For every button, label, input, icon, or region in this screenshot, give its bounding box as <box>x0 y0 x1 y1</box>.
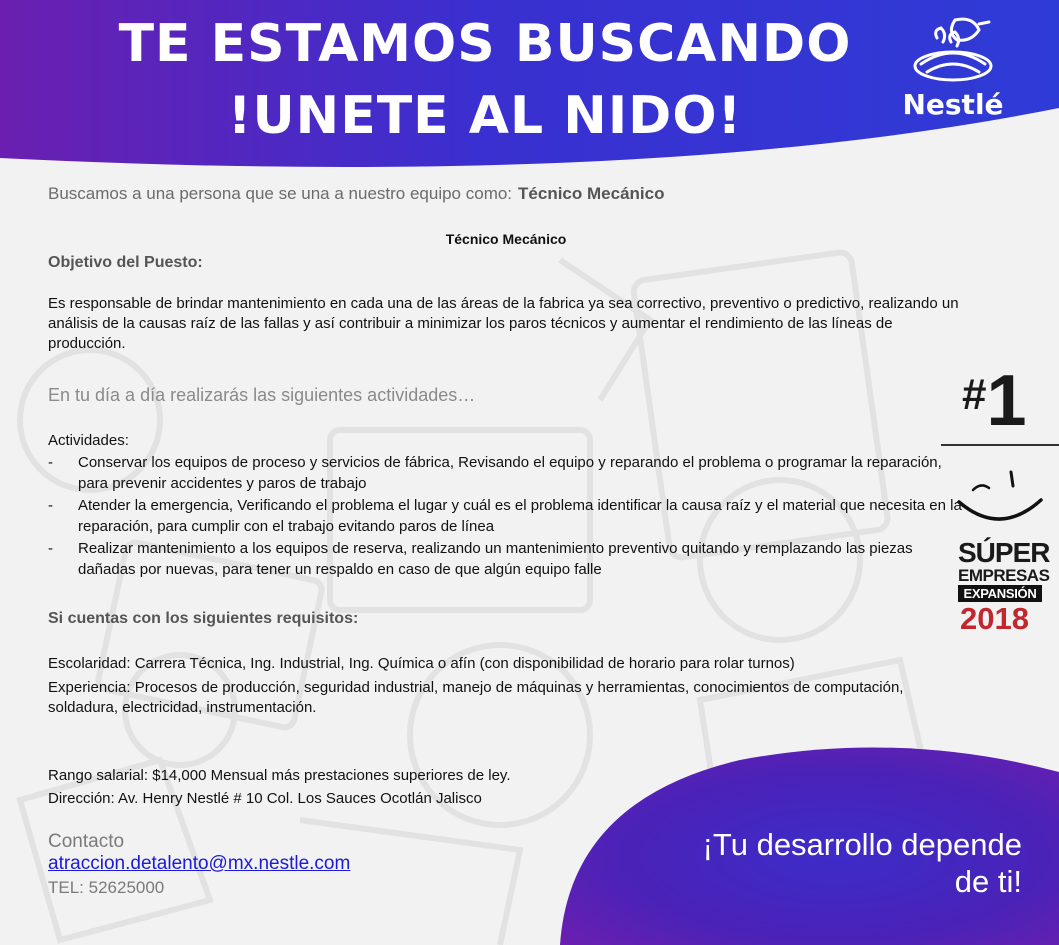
smile-icon <box>955 462 1045 532</box>
requirements-heading: Si cuentas con los siguientes requisitos: <box>48 610 359 627</box>
activity-text: Realizar mantenimiento a los equipos de reserva, realizando un mantenimiento preventivo quitando y remplazando las piezas dañadas por nuevas, para tener un respaldo en caso de que algún equipo falle <box>78 540 913 578</box>
award-line-1: SÚPER <box>958 537 1050 568</box>
daily-intro: En tu día a día realizarás las siguientes actividades… <box>48 385 476 405</box>
activity-item <box>48 453 968 494</box>
objective-text: Es responsable de brindar mantenimiento en cada una de las áreas de la fabrica ya sea correctivo, preventivo o predictivo, realizando un análisis de la causas raíz de las fallas y así contribuir a minimizar los paros técnicos y aumentar el rendimiento de las líneas de producción. <box>48 295 959 352</box>
headline-line-2: !UNETE AL NIDO! <box>227 86 743 146</box>
award-hash: # <box>962 370 987 419</box>
contact-label: Contacto <box>48 831 125 852</box>
address: Dirección: Av. Henry Nestlé # 10 Col. Los Sauces Ocotlán Jalisco <box>48 790 482 807</box>
award-rank <box>962 360 1027 442</box>
bullet-dash: - <box>48 540 53 557</box>
nest-birds-icon <box>893 12 1013 92</box>
logo-wordmark: Nestlé <box>902 88 1004 121</box>
slogan-line-2: de ti! <box>954 864 1022 899</box>
objective-heading: Objetivo del Puesto: <box>48 254 203 271</box>
award-line-2: EMPRESAS <box>958 566 1050 585</box>
award-year: 2018 <box>960 601 1029 636</box>
bullet-dash: - <box>48 497 53 514</box>
contact-email-link[interactable]: atraccion.detalento@mx.nestle.com <box>48 853 351 874</box>
award-rank-number: 1 <box>986 361 1027 441</box>
bullet-dash: - <box>48 454 53 471</box>
intro-text: Buscamos a una persona que se una a nuestro equipo como: <box>48 184 513 203</box>
activity-item <box>48 539 968 580</box>
activity-text: Atender la emergencia, Verificando el problema el lugar y cuál es el problema identificar la causa raíz y el material que necesita en la reparación, para cumplir con el trabajo evitando paros de línea <box>78 497 962 535</box>
award-line-3: EXPANSIÓN <box>958 585 1042 602</box>
contact-phone: TEL: 52625000 <box>48 878 165 897</box>
requirement-experience: Experiencia: Procesos de producción, seguridad industrial, manejo de máquinas y herramientas, conocimientos de computación, soldadura, electricidad, instrumentación. <box>48 679 904 716</box>
salary-range: Rango salarial: $14,000 Mensual más prestaciones superiores de ley. <box>48 767 511 784</box>
activity-item <box>48 496 968 537</box>
activities-list <box>48 453 968 582</box>
award-divider <box>941 444 1059 446</box>
slogan <box>640 826 1022 900</box>
activities-label: Actividades: <box>48 432 129 449</box>
headline-line-1: TE ESTAMOS BUSCANDO <box>118 14 852 74</box>
nestle-logo <box>893 12 1013 122</box>
position-title: Técnico Mecánico <box>445 231 567 247</box>
intro-line <box>48 184 664 204</box>
slogan-line-1: ¡Tu desarrollo depende <box>702 827 1022 862</box>
activity-text: Conservar los equipos de proceso y servicios de fábrica, Revisando el equipo y reparando el problema o programar la reparación, para prevenir accidentes y paros de trabajo <box>78 454 942 492</box>
requirement-education: Escolaridad: Carrera Técnica, Ing. Industrial, Ing. Química o afín (con disponibilidad de horario para rolar turnos) <box>48 655 795 672</box>
intro-role: Técnico Mecánico <box>518 184 665 203</box>
